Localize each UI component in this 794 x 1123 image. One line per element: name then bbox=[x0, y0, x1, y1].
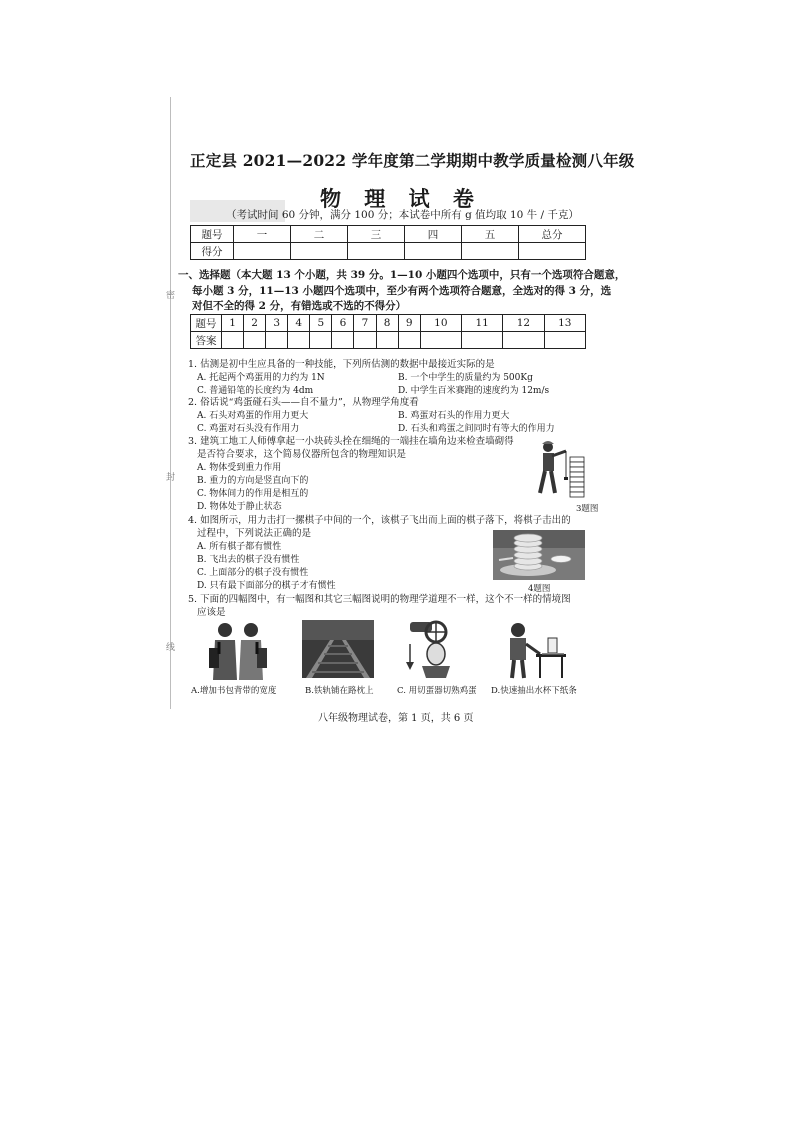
answer-blank[interactable] bbox=[222, 332, 244, 349]
page-footer: 八年级物理试卷，第 1 页，共 6 页 bbox=[318, 713, 474, 724]
score-cell: 四 bbox=[405, 226, 462, 243]
answer-number: 8 bbox=[376, 315, 398, 332]
exam-title: 正定县 2021—2022 学年度第二学期期中教学质量检测八年级 bbox=[190, 151, 635, 170]
answer-table bbox=[190, 314, 586, 349]
answer-number: 1 bbox=[222, 315, 244, 332]
score-cell: 一 bbox=[234, 226, 291, 243]
answer-blank[interactable] bbox=[288, 332, 310, 349]
paper-under-cup-figure bbox=[500, 620, 570, 680]
worker-with-plumb-line-figure bbox=[530, 437, 590, 499]
q2-option-b: B. 鸡蛋对石头的作用力更大 bbox=[398, 411, 510, 421]
q4-caption: 4题图 bbox=[528, 584, 551, 594]
answer-number: 3 bbox=[266, 315, 288, 332]
answer-number: 12 bbox=[503, 315, 544, 332]
q1-option-d: D. 中学生百米赛跑的速度约为 12m/s bbox=[398, 386, 550, 396]
q4-stem: 4. 如图所示，用力击打一摞棋子中间的一个，该棋子飞出而上面的棋子落下，将棋子击出的 bbox=[188, 515, 571, 526]
answer-number: 13 bbox=[544, 315, 585, 332]
q1-option-a: A. 托起两个鸡蛋用的力约为 1N bbox=[197, 373, 325, 383]
q1-option-c: C. 普通铅笔的长度约为 4dm bbox=[197, 386, 314, 396]
margin-mark-1: 密 bbox=[166, 291, 176, 301]
answer-blank[interactable] bbox=[420, 332, 461, 349]
answer-blank-row bbox=[191, 332, 586, 349]
q2-option-a: A. 石头对鸡蛋的作用力更大 bbox=[197, 411, 309, 421]
q4-stem-2: 过程中，下列说法正确的是 bbox=[197, 528, 312, 539]
q5-option-d: D.快速抽出水杯下纸条 bbox=[491, 686, 577, 696]
answer-number: 7 bbox=[354, 315, 376, 332]
answer-number: 2 bbox=[244, 315, 266, 332]
score-cell: 总分 bbox=[519, 226, 586, 243]
score-value-row bbox=[191, 243, 586, 260]
q5-option-c: C. 用切蛋器切熟鸡蛋 bbox=[397, 686, 477, 696]
answer-blank[interactable] bbox=[266, 332, 288, 349]
section-instructions bbox=[178, 268, 626, 315]
answer-blank[interactable] bbox=[332, 332, 354, 349]
answer-blank[interactable] bbox=[354, 332, 376, 349]
answer-number: 9 bbox=[398, 315, 420, 332]
section-heading: 一、选择题（本大题 13 个小题，共 39 分。1—10 小题四个选项中，只有一个选项符合题意， bbox=[178, 269, 626, 281]
section-line-2: 每小题 3 分，11—13 小题四个选项中，至少有两个选项符合题意，全选对的得 3 分，选 bbox=[192, 284, 612, 297]
score-label: 得分 bbox=[191, 243, 234, 260]
exam-subtitle: 物 理 试 卷 bbox=[320, 186, 482, 211]
exam-note: （考试时间 60 分钟，满分 100 分；本试卷中所有 g 值均取 10 牛 / 千克） bbox=[226, 209, 579, 221]
score-blank[interactable] bbox=[348, 243, 405, 260]
q1-option-b: B. 一个中学生的质量约为 500Kg bbox=[398, 373, 533, 383]
q3-stem-2: 是否符合要求，这个简易仪器所包含的物理知识是 bbox=[197, 449, 407, 460]
q3-option-c: C. 物体间力的作用是相互的 bbox=[197, 489, 309, 499]
egg-slicer-figure bbox=[400, 618, 462, 680]
answer-number: 6 bbox=[332, 315, 354, 332]
margin-mark-3: 线 bbox=[166, 643, 176, 653]
q5-stem-2: 应该是 bbox=[197, 607, 226, 618]
answer-label: 题号 bbox=[191, 315, 222, 332]
q3-option-b: B. 重力的方向是竖直向下的 bbox=[197, 476, 309, 486]
answer-number: 4 bbox=[288, 315, 310, 332]
q4-option-d: D. 只有最下面部分的棋子才有惯性 bbox=[197, 581, 336, 591]
score-cell: 二 bbox=[291, 226, 348, 243]
answer-blank[interactable] bbox=[310, 332, 332, 349]
score-blank[interactable] bbox=[405, 243, 462, 260]
answer-blank[interactable] bbox=[503, 332, 544, 349]
answer-number: 5 bbox=[310, 315, 332, 332]
q2-option-c: C. 鸡蛋对石头没有作用力 bbox=[197, 424, 300, 434]
answer-blank[interactable] bbox=[462, 332, 503, 349]
students-with-backpacks-figure bbox=[207, 620, 269, 680]
q5-stem: 5. 下面的四幅图中，有一幅图和其它三幅图说明的物理学道理不一样，这个不一样的情境图 bbox=[188, 594, 571, 605]
score-blank[interactable] bbox=[234, 243, 291, 260]
q1-stem: 1. 估测是初中生应具备的一种技能，下列所估测的数据中最接近实际的是 bbox=[188, 359, 495, 370]
railway-track-photo bbox=[302, 620, 374, 678]
answer-number: 10 bbox=[420, 315, 461, 332]
score-cell: 五 bbox=[462, 226, 519, 243]
score-cell: 三 bbox=[348, 226, 405, 243]
section-line-3: 对但不全的得 2 分，有错选或不选的不得分） bbox=[192, 300, 407, 312]
margin-mark-2: 封 bbox=[166, 473, 176, 483]
q3-stem: 3. 建筑工地工人师傅拿起一小块砖头拴在细绳的一端挂在墙角边来检查墙砌得 bbox=[188, 436, 514, 447]
score-blank[interactable] bbox=[462, 243, 519, 260]
q3-option-d: D. 物体处于静止状态 bbox=[197, 502, 282, 512]
q3-option-a: A. 物体受到重力作用 bbox=[197, 463, 282, 473]
q2-option-d: D. 石头和鸡蛋之间同时有等大的作用力 bbox=[398, 424, 555, 434]
score-cell: 题号 bbox=[191, 226, 234, 243]
score-header-row bbox=[191, 226, 586, 243]
answer-number-row bbox=[191, 315, 586, 332]
answer-blank[interactable] bbox=[398, 332, 420, 349]
score-blank[interactable] bbox=[291, 243, 348, 260]
answer-blank[interactable] bbox=[376, 332, 398, 349]
q5-option-b: B.铁轨铺在路枕上 bbox=[305, 686, 374, 696]
score-blank[interactable] bbox=[519, 243, 586, 260]
answer-blank[interactable] bbox=[244, 332, 266, 349]
q4-option-c: C. 上面部分的棋子没有惯性 bbox=[197, 568, 309, 578]
q3-caption: 3题图 bbox=[576, 504, 599, 514]
stacked-chess-pieces-photo bbox=[493, 530, 585, 580]
q2-stem: 2. 俗话说“鸡蛋碰石头——自不量力”，从物理学角度看 bbox=[188, 397, 419, 408]
q4-option-a: A. 所有棋子都有惯性 bbox=[197, 542, 282, 552]
answer-blank[interactable] bbox=[544, 332, 585, 349]
q4-option-b: B. 飞出去的棋子没有惯性 bbox=[197, 555, 300, 565]
answer-label: 答案 bbox=[191, 332, 222, 349]
score-table bbox=[190, 225, 586, 260]
q5-option-a: A.增加书包背带的宽度 bbox=[191, 686, 277, 696]
binding-rule bbox=[170, 97, 171, 709]
answer-number: 11 bbox=[462, 315, 503, 332]
